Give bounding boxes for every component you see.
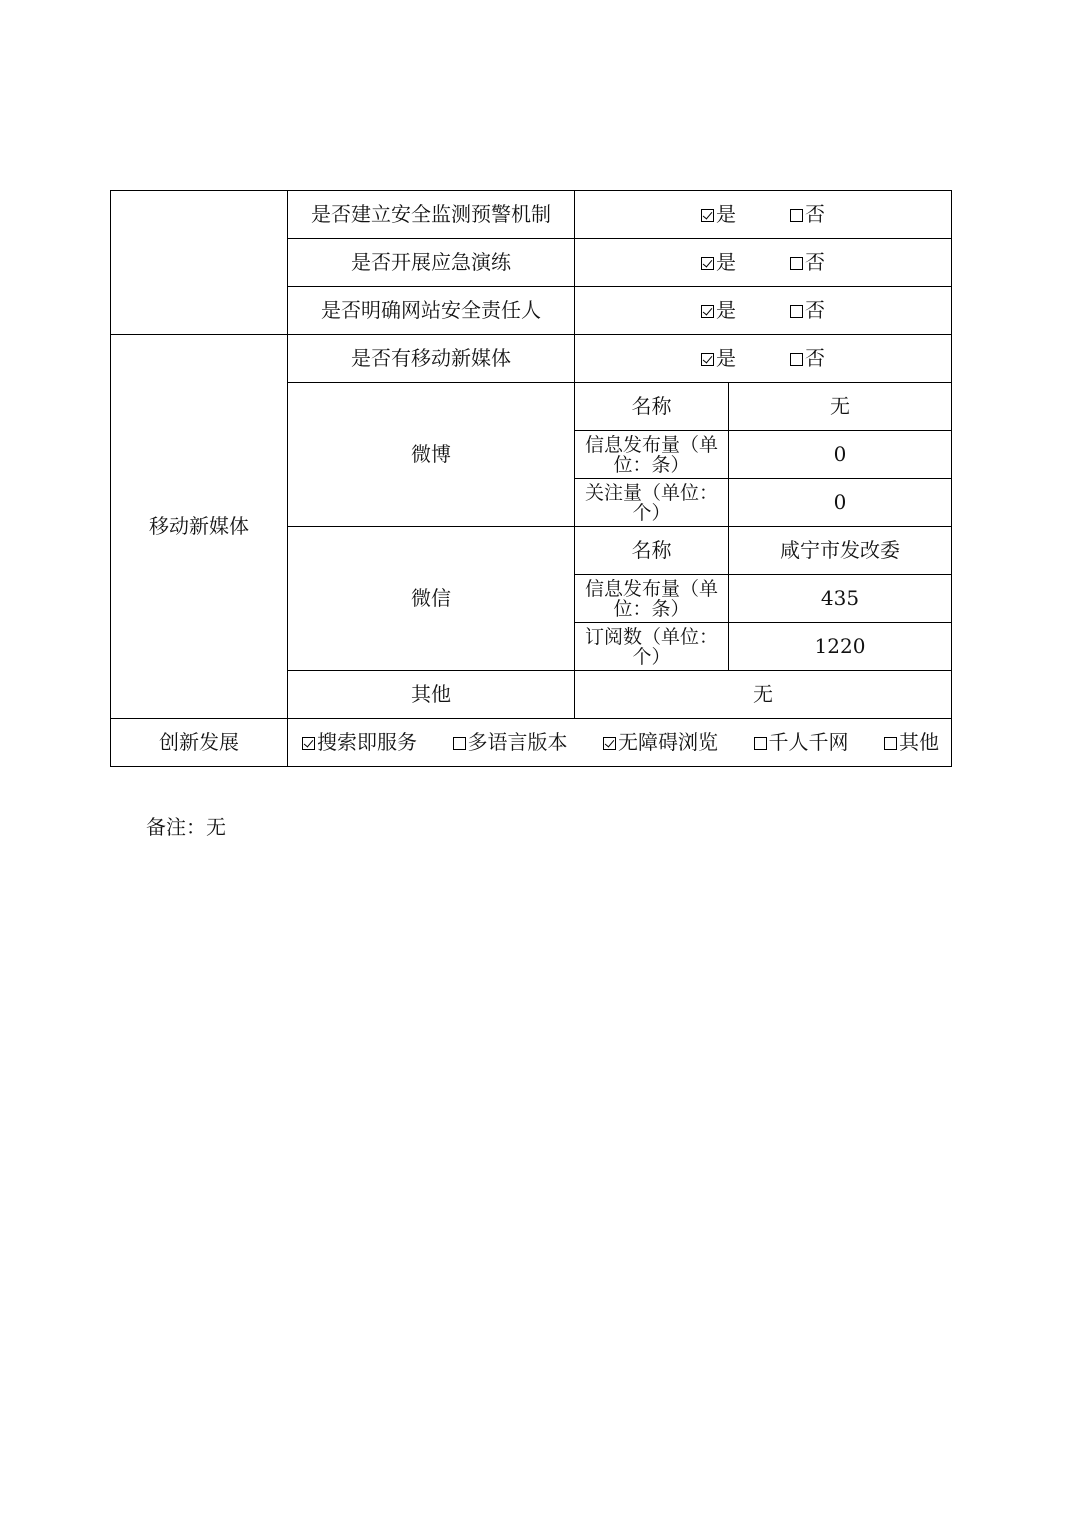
option-label: 其他 xyxy=(899,730,939,754)
option-label: 搜索即服务 xyxy=(317,730,417,754)
yes-option[interactable] xyxy=(701,300,736,321)
weibo-label: 微博 xyxy=(288,383,575,527)
innovation-options xyxy=(288,719,952,767)
no-option[interactable] xyxy=(790,348,825,369)
security-warning-label: 是否建立安全监测预警机制 xyxy=(288,191,575,239)
unchecked-checkbox-icon xyxy=(453,737,466,750)
has-media-label: 是否有移动新媒体 xyxy=(288,335,575,383)
yes-option[interactable] xyxy=(701,348,736,369)
other-media-value: 无 xyxy=(575,671,952,719)
no-label: 否 xyxy=(805,298,825,322)
wechat-posts-label: 信息发布量（单位：条） xyxy=(575,575,729,623)
personalized-option[interactable] xyxy=(754,732,849,753)
yes-option[interactable] xyxy=(701,252,736,273)
checked-checkbox-icon xyxy=(701,257,714,270)
option-label: 多语言版本 xyxy=(467,730,568,754)
innovation-label: 创新发展 xyxy=(111,719,288,767)
wechat-subs-value: 1220 xyxy=(729,623,952,671)
yes-label: 是 xyxy=(716,346,736,370)
weibo-followers-label: 关注量（单位：个） xyxy=(575,479,729,527)
no-label: 否 xyxy=(805,202,825,226)
search-service-option[interactable] xyxy=(302,732,417,753)
no-option[interactable] xyxy=(790,300,825,321)
other-option[interactable] xyxy=(884,732,939,753)
weibo-followers-value: 0 xyxy=(729,479,952,527)
unchecked-checkbox-icon xyxy=(790,209,803,222)
has-media-answer xyxy=(575,335,952,383)
unchecked-checkbox-icon xyxy=(884,737,897,750)
other-media-label: 其他 xyxy=(288,671,575,719)
weibo-posts-value: 0 xyxy=(729,431,952,479)
no-label: 否 xyxy=(805,346,825,370)
no-label: 否 xyxy=(805,250,825,274)
media-section-label: 移动新媒体 xyxy=(111,335,288,719)
weibo-name-label: 名称 xyxy=(575,383,729,431)
security-warning-answer xyxy=(575,191,952,239)
no-option[interactable] xyxy=(790,252,825,273)
wechat-label: 微信 xyxy=(288,527,575,671)
emergency-drill-answer xyxy=(575,239,952,287)
yes-label: 是 xyxy=(716,250,736,274)
unchecked-checkbox-icon xyxy=(790,353,803,366)
yes-option[interactable] xyxy=(701,204,736,225)
wechat-name-value: 咸宁市发改委 xyxy=(729,527,952,575)
responsible-person-answer xyxy=(575,287,952,335)
wechat-subs-label: 订阅数（单位：个） xyxy=(575,623,729,671)
checked-checkbox-icon xyxy=(701,305,714,318)
checked-checkbox-icon xyxy=(302,737,315,750)
yes-label: 是 xyxy=(716,202,736,226)
unchecked-checkbox-icon xyxy=(754,737,767,750)
option-label: 无障碍浏览 xyxy=(618,730,718,754)
checked-checkbox-icon xyxy=(603,737,616,750)
unchecked-checkbox-icon xyxy=(790,257,803,270)
checked-checkbox-icon xyxy=(701,209,714,222)
remark-note: 备注：无 xyxy=(146,815,226,839)
weibo-name-value: 无 xyxy=(729,383,952,431)
yes-label: 是 xyxy=(716,298,736,322)
table-row xyxy=(111,719,952,767)
accessibility-option[interactable] xyxy=(603,732,718,753)
table-row xyxy=(111,191,952,239)
option-label: 千人千网 xyxy=(768,730,849,754)
responsible-person-label: 是否明确网站安全责任人 xyxy=(288,287,575,335)
wechat-posts-value: 435 xyxy=(729,575,952,623)
wechat-name-label: 名称 xyxy=(575,527,729,575)
weibo-posts-label: 信息发布量（单位：条） xyxy=(575,431,729,479)
unchecked-checkbox-icon xyxy=(790,305,803,318)
multilingual-option[interactable] xyxy=(453,732,568,753)
checked-checkbox-icon xyxy=(701,353,714,366)
emergency-drill-label: 是否开展应急演练 xyxy=(288,239,575,287)
table-row xyxy=(111,335,952,383)
security-section-cell xyxy=(111,191,288,335)
report-table xyxy=(110,190,952,767)
no-option[interactable] xyxy=(790,204,825,225)
